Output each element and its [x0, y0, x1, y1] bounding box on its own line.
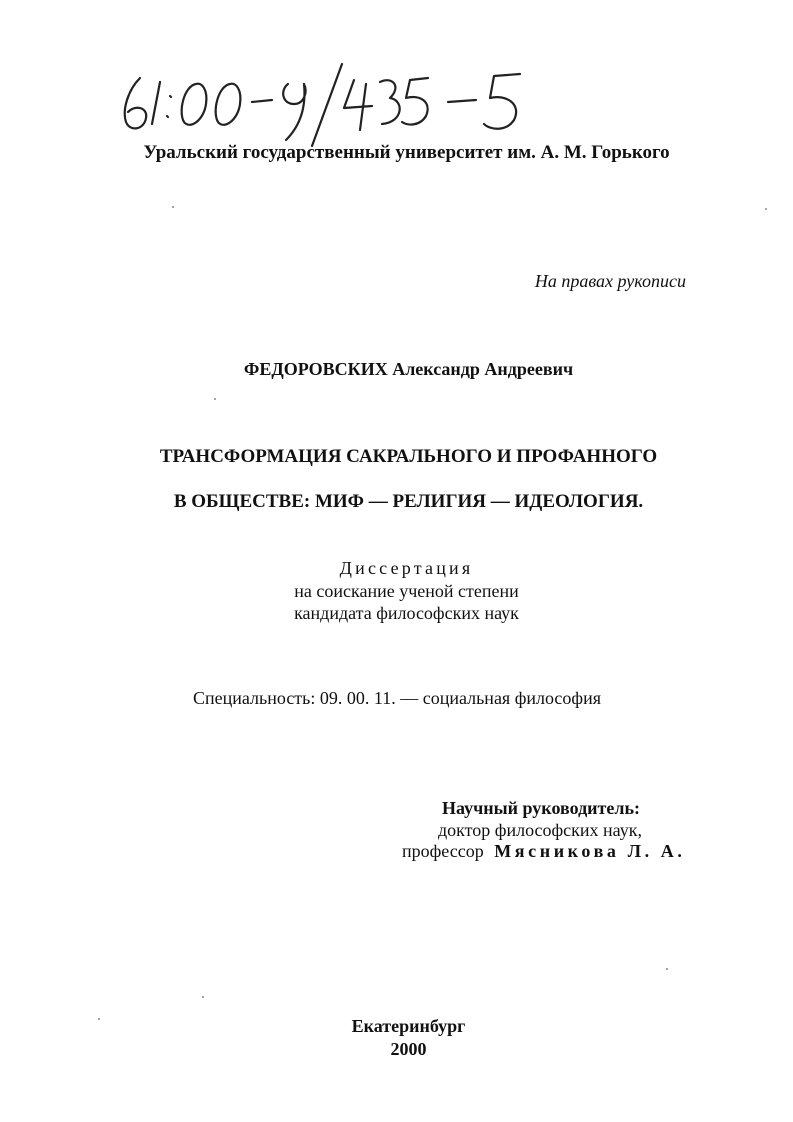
title-line-2: В ОБЩЕСТВЕ: МИФ — РЕЛИГИЯ — ИДЕОЛОГИЯ. — [173, 491, 644, 512]
advisor-line — [402, 841, 686, 862]
scan-speck — [98, 1018, 100, 1020]
dissertation-field-line: кандидата философских наук — [294, 603, 519, 623]
scan-speck — [214, 398, 216, 400]
scan-speck — [202, 996, 204, 998]
advisor-name: Мясникова Л. А. — [494, 841, 686, 861]
dissertation-label: Диссертация — [339, 558, 474, 578]
university-name: Уральский государственный университет им. А. М. Горького — [143, 142, 670, 163]
rights-note: На правах рукописи — [534, 271, 686, 291]
scan-speck — [172, 206, 174, 208]
dissertation-degree-line: на соискание ученой степени — [294, 581, 519, 601]
title-line-1: ТРАНСФОРМАЦИЯ САКРАЛЬНОГО И ПРОФАННОГО — [159, 446, 658, 467]
specialty: Специальность: 09. 00. 11. — социальная философия — [193, 688, 601, 708]
handwritten-archive-number — [110, 60, 570, 150]
advisor-title: профессор — [402, 841, 484, 861]
scan-speck — [666, 968, 668, 970]
city: Екатеринбург — [351, 1016, 466, 1036]
scan-speck — [765, 208, 767, 210]
advisor-degree: доктор философских наук, — [438, 820, 642, 840]
year: 2000 — [390, 1039, 427, 1059]
author-name: ФЕДОРОВСКИХ Александр Андреевич — [243, 359, 574, 379]
advisor-heading: Научный руководитель: — [442, 798, 640, 818]
